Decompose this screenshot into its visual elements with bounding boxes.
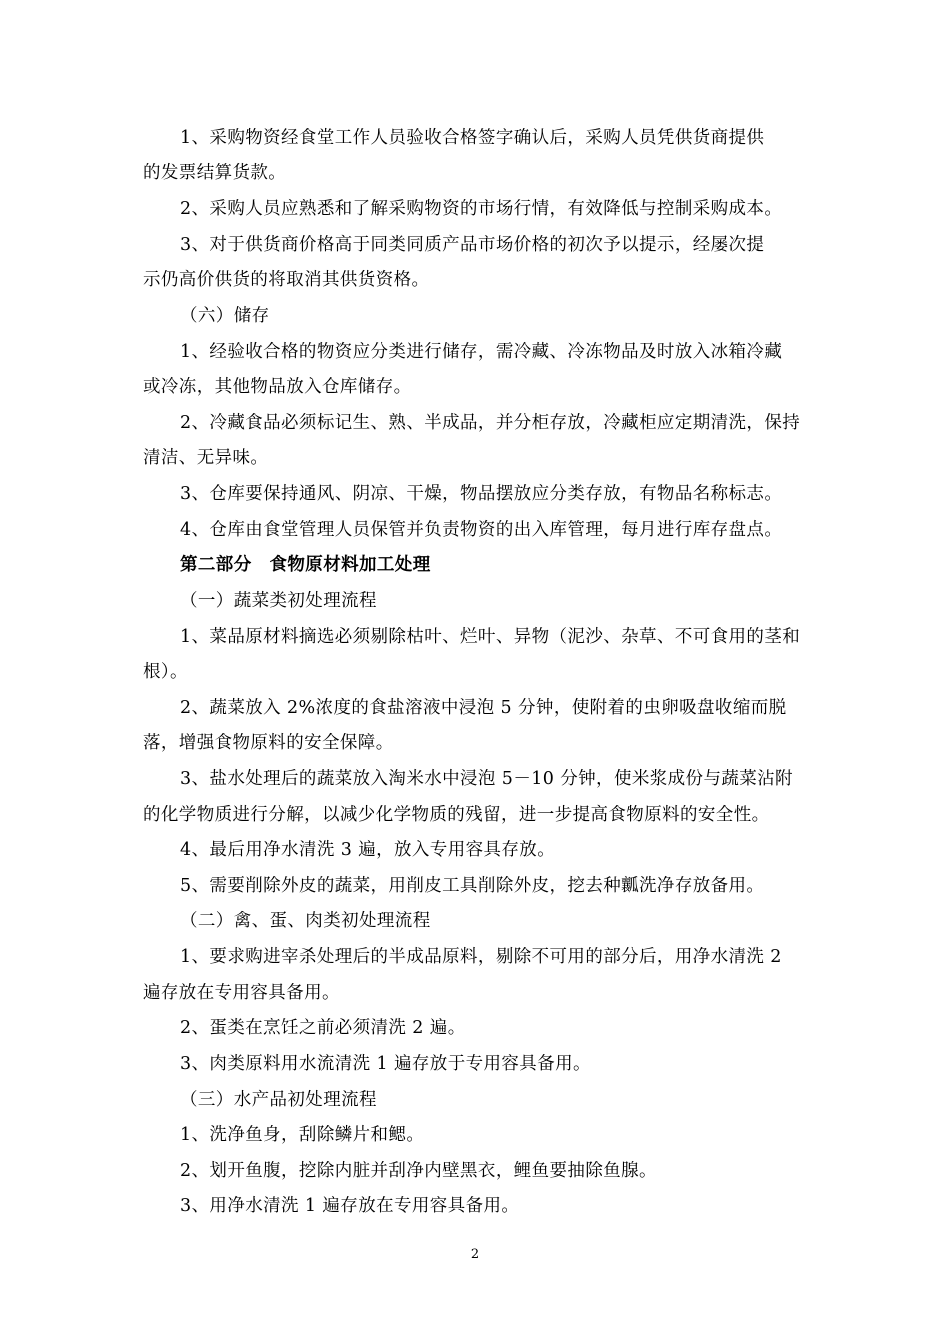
paragraph-line: 2、划开鱼腹，挖除内脏并刮净内壁黑衣，鲤鱼要抽除鱼腺。 bbox=[180, 1161, 657, 1181]
paragraph-line: 2、蛋类在烹饪之前必须清洗 2 遍。 bbox=[180, 1018, 466, 1038]
paragraph-line: 2、冷藏食品必须标记生、熟、半成品，并分柜存放，冷藏柜应定期清洗，保持 bbox=[180, 413, 801, 433]
paragraph-line: 1、洗净鱼身，刮除鳞片和鳃。 bbox=[180, 1125, 425, 1145]
paragraph-line: 1、菜品原材料摘选必须剔除枯叶、烂叶、异物（泥沙、杂草、不可食用的茎和 bbox=[180, 627, 801, 647]
paragraph-line: 1、采购物资经食堂工作人员验收合格签字确认后，采购人员凭供货商提供 bbox=[180, 128, 765, 148]
section-heading: （一）蔬菜类初处理流程 bbox=[180, 591, 377, 611]
paragraph-line: 清洁、无异味。 bbox=[143, 448, 269, 468]
paragraph-line: 1、要求购进宰杀处理后的半成品原料，剔除不可用的部分后，用净水清洗 2 bbox=[180, 947, 782, 967]
section-heading: （二）禽、蛋、肉类初处理流程 bbox=[180, 911, 431, 931]
paragraph-line: 4、最后用净水清洗 3 遍，放入专用容具存放。 bbox=[180, 840, 556, 860]
paragraph-line: 4、仓库由食堂管理人员保管并负责物资的出入库管理，每月进行库存盘点。 bbox=[180, 520, 783, 540]
section-heading: （六）储存 bbox=[180, 306, 270, 326]
paragraph-line: 3、用净水清洗 1 遍存放在专用容具备用。 bbox=[180, 1196, 520, 1216]
paragraph-line: 2、采购人员应熟悉和了解采购物资的市场行情，有效降低与控制采购成本。 bbox=[180, 199, 783, 219]
section-heading: （三）水产品初处理流程 bbox=[180, 1090, 377, 1110]
paragraph-line: 示仍高价供货的将取消其供货资格。 bbox=[143, 270, 430, 290]
paragraph-line: 2、蔬菜放入 2%浓度的食盐溶液中浸泡 5 分钟，使附着的虫卵吸盘收缩而脱 bbox=[180, 698, 787, 718]
paragraph-line: 落，增强食物原料的安全保障。 bbox=[143, 733, 394, 753]
page-number: 2 bbox=[470, 1247, 480, 1262]
paragraph-line: 3、盐水处理后的蔬菜放入淘米水中浸泡 5－10 分钟，使米浆成份与蔬菜沾附 bbox=[180, 769, 793, 789]
paragraph-line: 遍存放在专用容具备用。 bbox=[143, 983, 340, 1003]
paragraph-line: 1、经验收合格的物资应分类进行储存，需冷藏、冷冻物品及时放入冰箱冷藏 bbox=[180, 342, 783, 362]
paragraph-line: 根）。 bbox=[143, 662, 188, 682]
paragraph-line: 的发票结算货款。 bbox=[143, 163, 287, 183]
paragraph-line: 3、对于供货商价格高于同类同质产品市场价格的初次予以提示，经屡次提 bbox=[180, 235, 765, 255]
paragraph-line: 5、需要削除外皮的蔬菜，用削皮工具削除外皮，挖去种瓤洗净存放备用。 bbox=[180, 876, 765, 896]
paragraph-line: 3、肉类原料用水流清洗 1 遍存放于专用容具备用。 bbox=[180, 1054, 591, 1074]
paragraph-line: 或冷冻，其他物品放入仓库储存。 bbox=[143, 377, 412, 397]
paragraph-line: 3、仓库要保持通风、阴凉、干燥，物品摆放应分类存放，有物品名称标志。 bbox=[180, 484, 783, 504]
part-heading: 第二部分 食物原材料加工处理 bbox=[180, 555, 431, 575]
paragraph-line: 的化学物质进行分解，以减少化学物质的残留，进一步提高食物原料的安全性。 bbox=[143, 805, 770, 825]
